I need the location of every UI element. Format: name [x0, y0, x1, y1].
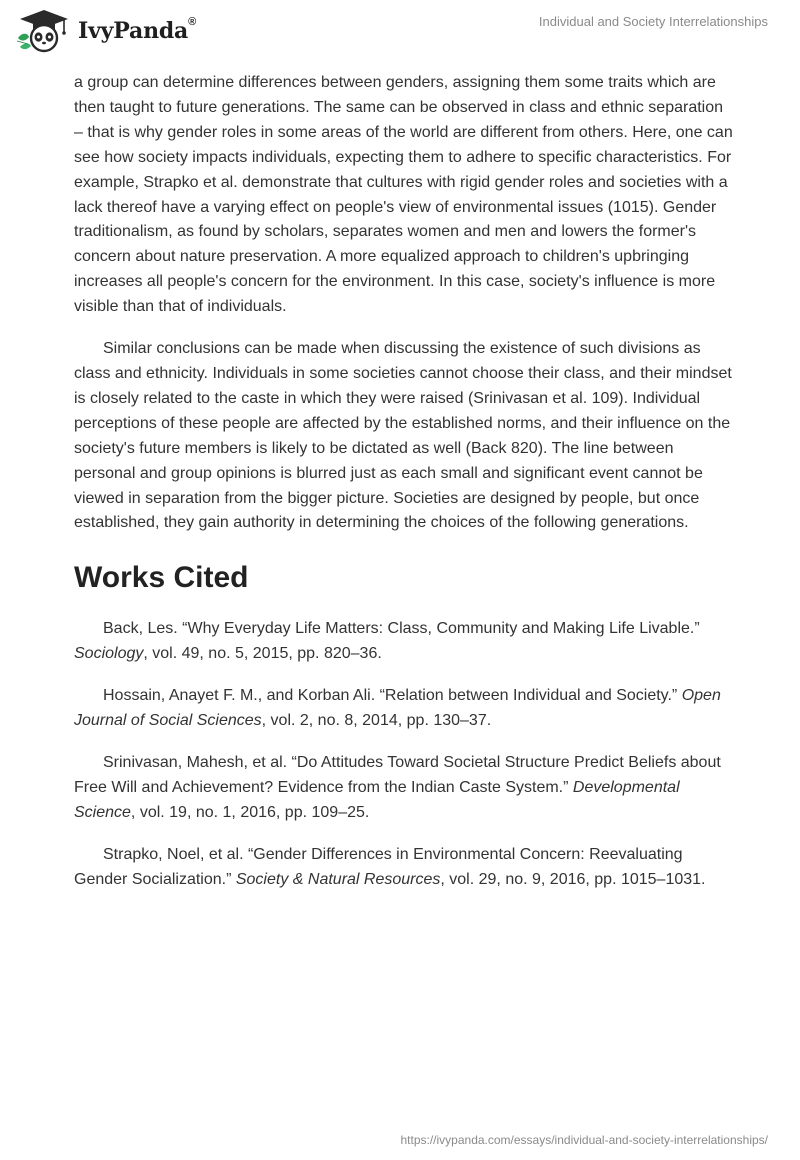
- citation-source: Society & Natural Resources: [235, 870, 441, 888]
- source-url[interactable]: https://ivypanda.com/essays/individual-and-society-interrelationships/: [400, 1133, 768, 1147]
- body-paragraph-2: Similar conclusions can be made when discussing the existence of such divisions as class and ethnicity. Individuals in some societies cannot choose their class, and their mindset is closely related to the caste in which they were raised (Srinivasan et al. 109). Individual perceptions of these people are affected by the established norms, and their influence on the society's future members is likely to be dictated as well (Back 820). The line between personal and group opinions is blurred just as each small and significant event cannot be viewed in separation from the bigger picture. Societies are designed by people, but once established, they gain authority in determining the choices of the following generations.: [74, 340, 732, 532]
- page-header: [0, 0, 800, 62]
- works-cited-heading: Works Cited: [74, 561, 249, 595]
- body-paragraph-1: a group can determine differences between genders, assigning them some traits which are then taught to future generations. The same can be observed in class and ethnic separation – that is why gender roles in some areas of the world are different from others. Here, one can see how society impacts individuals, expecting them to adhere to specific characteristics. For example, Strapko et al. demonstrate that cultures with rigid gender roles and societies with a lack thereof have a varying effect on people's view of environmental issues (1015). Gender traditionalism, as found by scholars, separates women and men and lowers the former's concern about nature preservation. A more equalized approach to children's upbringing increases all people's concern for the environment. In this case, society's influence is more visible than that of individuals.: [74, 74, 733, 316]
- citation-entry: Srinivasan, Mahesh, et al. “Do Attitudes Toward Societal Structure Predict Beliefs about Free Will and Achievement? Evidence from the Indian Caste System.” Developmental Science, vol. 19, no. 1, 2016, pp. 109–25.: [74, 753, 721, 821]
- citation-entry: Hossain, Anayet F. M., and Korban Ali. “Relation between Individual and Society.” Open Journal of Social Sciences, vol. 2, no. 8, 2014, pp. 130–37.: [74, 687, 721, 730]
- brand-logo[interactable]: [14, 8, 196, 54]
- document-title: Individual and Society Interrelationships: [538, 14, 768, 29]
- works-cited-list: [74, 617, 734, 892]
- brand-name: IvyPanda®: [78, 16, 197, 44]
- registered-mark: ®: [188, 16, 197, 28]
- essay-content: [74, 71, 734, 909]
- ivypanda-logo-icon: [14, 8, 74, 54]
- citation-source: Sociology: [74, 645, 144, 663]
- citation-source: Developmental Science: [74, 778, 680, 821]
- citation-entry: Back, Les. “Why Everyday Life Matters: Class, Community and Making Life Livable.” Sociology, vol. 49, no. 5, 2015, pp. 820–36.: [74, 620, 700, 663]
- citation-entry: Strapko, Noel, et al. “Gender Differences in Environmental Concern: Reevaluating Gender Socialization.” Society & Natural Resources, vol. 29, no. 9, 2016, pp. 1015–1031.: [74, 845, 706, 888]
- citation-source: Open Journal of Social Sciences: [74, 687, 721, 730]
